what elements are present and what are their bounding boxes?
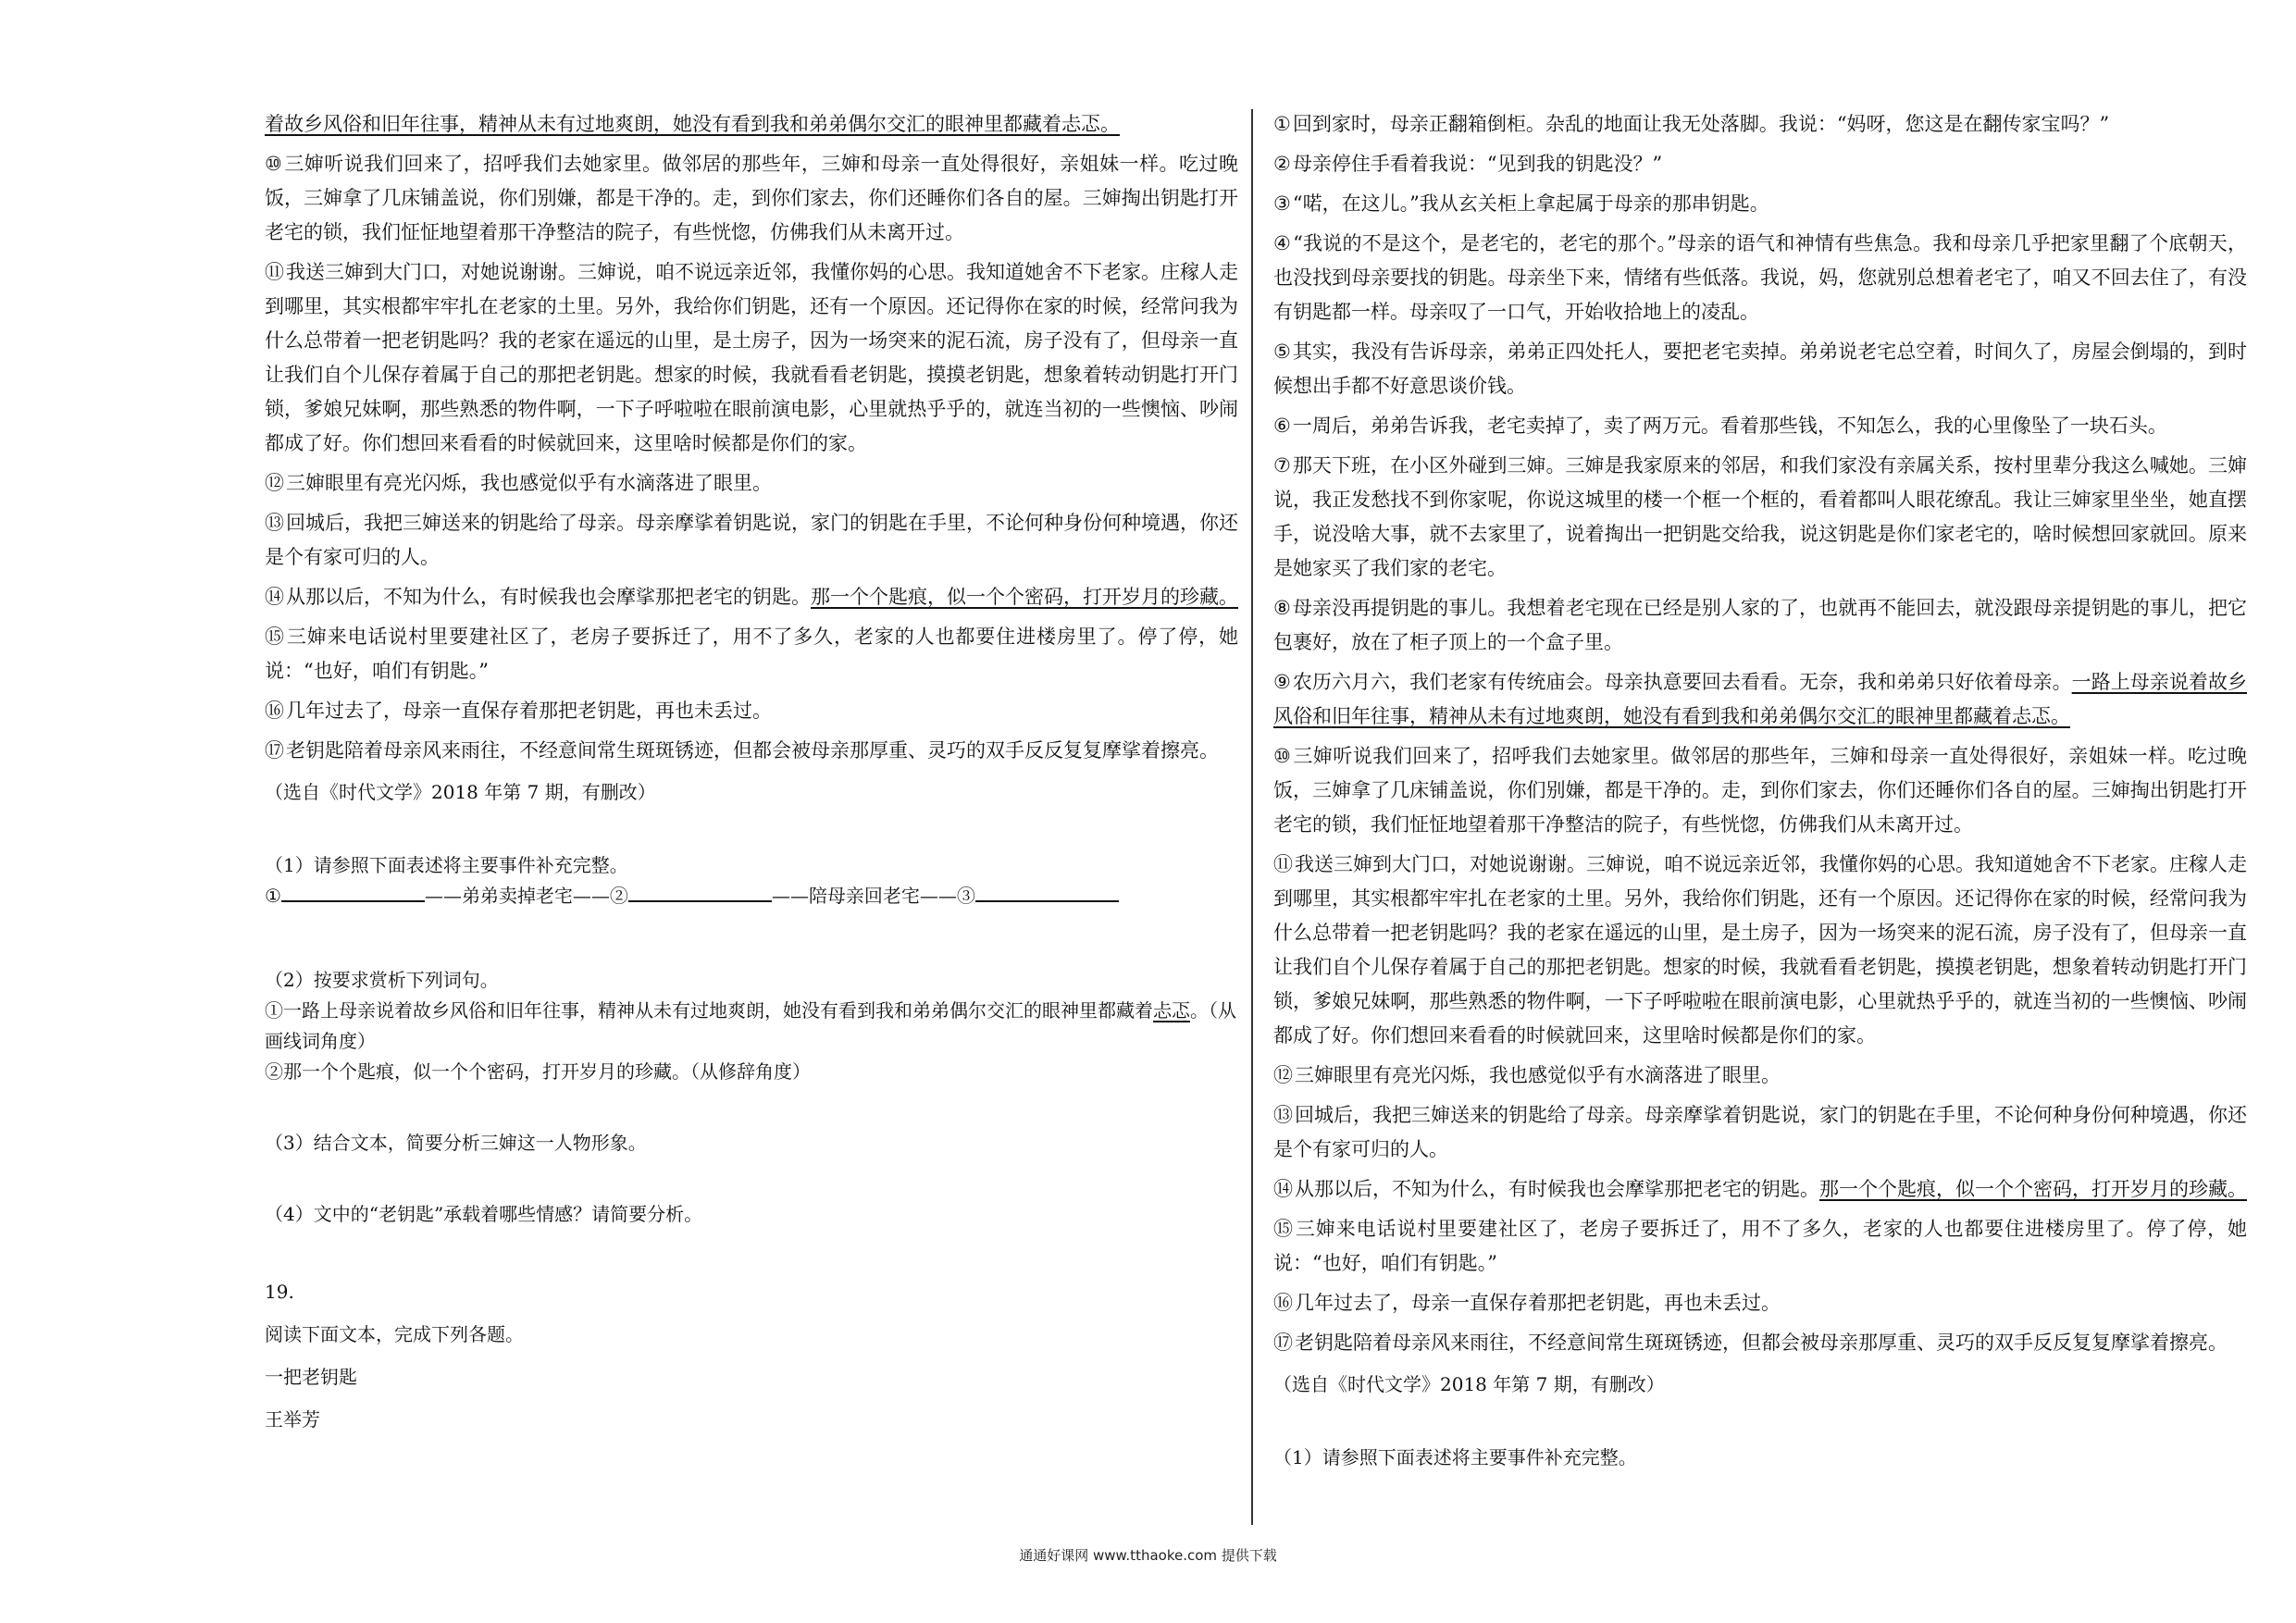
passage-title: 一把老钥匙 — [265, 1366, 357, 1388]
right-para-17 — [1273, 1326, 2247, 1360]
underlined-sentence: 那一个个匙痕，似一个个密码，打开岁月的珍藏。 — [1819, 1178, 2247, 1200]
para-text: 三婶眼里有亮光闪烁，我也感觉似乎有水滴落进了眼里。 — [1295, 1064, 1781, 1086]
para-number: ⑰ — [1273, 1332, 1293, 1354]
question-2-item-2: ②那一个个匙痕，似一个个密码，打开岁月的珍藏。（从修辞角度） — [265, 1060, 811, 1083]
underlined-word: 忐忑 — [1153, 999, 1190, 1022]
question-1-blanks — [265, 881, 1238, 911]
answer-blank-3[interactable] — [975, 882, 1119, 902]
question-19-instruction: 阅读下面文本，完成下列各题。 — [265, 1323, 524, 1345]
para-number: ⑪ — [1273, 853, 1293, 875]
left-para-13 — [265, 506, 1238, 575]
right-para-1 — [1273, 107, 2247, 142]
para-number: ⑯ — [1273, 1292, 1293, 1314]
para-text: 几年过去了，母亲一直保存着那把老钥匙，再也未丢过。 — [1295, 1292, 1781, 1314]
para-text: 一周后，弟弟告诉我，老宅卖掉了，卖了两万元。看着那些钱，不知怎么，我的心里像坠了一块石头。 — [1292, 415, 2167, 437]
left-para-12 — [265, 466, 1238, 501]
para-text: 回城后，我把三婶送来的钥匙给了母亲。母亲摩挲着钥匙说，家门的钥匙在手里，不论何种身份何种境遇，你还是个有家可归的人。 — [265, 512, 1238, 568]
para-number: ⑯ — [265, 700, 284, 722]
para-text: 三婶来电话说村里要建社区了，老房子要拆迁了，用不了多久，老家的人也都要住进楼房里了。停了停，她说：“也好，咱们有钥匙。” — [1273, 1218, 2248, 1274]
para-number: ⑬ — [1273, 1104, 1293, 1126]
right-para-16 — [1273, 1286, 2247, 1320]
underlined-sentence: 那一个个匙痕，似一个个密码，打开岁月的珍藏。 — [811, 586, 1238, 608]
event-text-1: ——弟弟卖掉老宅——② — [424, 885, 628, 907]
para-number: ⑨ — [1273, 671, 1291, 693]
para-text: 三婶听说我们回来了，招呼我们去她家里。做邻居的那些年，三婶和母亲一直处得很好，亲姐妹一样。吃过晚饭，三婶拿了几床铺盖说，你们别嫌，都是干净的。走，到你们家去，你们还睡你们各自的屋。三婶掏出钥匙打开老宅的锁，我们怔怔地望着那干净整洁的院子，有些恍惚，仿佛我们从未离开过。 — [265, 153, 1238, 243]
blank-label-1: ① — [265, 885, 281, 907]
para-number: ⑥ — [1273, 415, 1291, 437]
para-text: 从那以后，不知为什么，有时候我也会摩挲那把老宅的钥匙。 — [286, 586, 811, 608]
para-text: 回到家时，母亲正翻箱倒柜。杂乱的地面让我无处落脚。我说：“妈呀，您这是在翻传家宝吗？” — [1292, 113, 2110, 135]
para-text: 母亲没再提钥匙的事儿。我想着老宅现在已经是别人家的了，也就再不能回去，就没跟母亲提钥匙的事儿，把它包裹好，放在了柜子顶上的一个盒子里。 — [1273, 597, 2247, 653]
source-citation: （选自《时代文学》2018 年第 7 期，有删改） — [265, 781, 656, 803]
right-para-2 — [1273, 147, 2247, 181]
para-number: ③ — [1273, 192, 1291, 215]
para-text: 三婶来电话说村里要建社区了，老房子要拆迁了，用不了多久，老家的人也都要住进楼房里了。停了停，她说：“也好，咱们有钥匙。” — [265, 626, 1239, 682]
left-para-11 — [265, 255, 1238, 461]
para-number: ⑫ — [1273, 1064, 1293, 1086]
right-para-4 — [1273, 227, 2247, 329]
page-footer: 通通好课网 www.tthaoke.com 提供下载 — [1019, 1547, 1277, 1564]
para-text: “喏，在这儿。”我从玄关柜上拿起属于母亲的那串钥匙。 — [1292, 192, 1769, 215]
para-text: 我送三婶到大门口，对她说谢谢。三婶说，咱不说远亲近邻，我懂你妈的心思。我知道她舍不下老家。庄稼人走到哪里，其实根都牢牢扎在老家的土里。另外，我给你们钥匙，还有一个原因。还记得你在家的时候，经常问我为什么总带着一把老钥匙吗？我的老家在遥远的山里，是土房子，因为一场突来的泥石流，房子没有了，但母亲一直让我们自个儿保存着属于自己的那把老钥匙。想家的时候，我就看看老钥匙，摸摸老钥匙，想象着转动钥匙打开门锁，爹娘兄妹啊，那些熟悉的物件啊，一下子呼啦啦在眼前演电影，心里就热乎乎的，就连当初的一些懊恼、吵闹都成了好。你们想回来看看的时候就回来，这里啥时候都是你们的家。 — [1273, 853, 2247, 1047]
right-para-15 — [1273, 1212, 2247, 1281]
right-para-5 — [1273, 335, 2247, 403]
right-para-10 — [1273, 739, 2247, 842]
right-para-3 — [1273, 187, 2247, 221]
para-number: ⑭ — [1273, 1178, 1293, 1200]
q2-item1-text: ①一路上母亲说着故乡风俗和旧年往事，精神从未有过地爽朗，她没有看到我和弟弟偶尔交汇的眼神里都藏着 — [265, 999, 1153, 1022]
right-para-14 — [1273, 1172, 2247, 1207]
para-text: “我说的不是这个，是老宅的，老宅的那个。”母亲的语气和神情有些焦急。我和母亲几乎把家里翻了个底朝天，也没找到母亲要找的钥匙。母亲坐下来，情绪有些低落。我说，妈，您就别总想着老宅了，咱又不回去住了，有没有钥匙都一样。母亲叹了一口气，开始收拾地上的凌乱。 — [1273, 232, 2248, 323]
para-text: 几年过去了，母亲一直保存着那把老钥匙，再也未丢过。 — [286, 700, 772, 722]
para-number: ⑤ — [1273, 341, 1291, 363]
para-text: 母亲停住手看着我说：“见到我的钥匙没？” — [1292, 153, 1663, 175]
para-number: ⑭ — [265, 586, 284, 608]
right-para-11 — [1273, 848, 2247, 1053]
event-text-2: ——陪母亲回老宅——③ — [771, 885, 975, 907]
para-text: 老钥匙陪着母亲风来雨往，不经意间常生斑斑锈迹，但都会被母亲那厚重、灵巧的双手反反复复摩挲着擦亮。 — [286, 739, 1219, 762]
para-text: 回城后，我把三婶送来的钥匙给了母亲。母亲摩挲着钥匙说，家门的钥匙在手里，不论何种身份何种境遇，你还是个有家可归的人。 — [1273, 1104, 2247, 1160]
para-text: 农历六月六，我们老家有传统庙会。母亲执意要回去看看。无奈，我和弟弟只好依着母亲。 — [1292, 671, 2072, 693]
left-para-14 — [265, 580, 1238, 614]
para-number: ⑪ — [265, 261, 284, 283]
right-para-9 — [1273, 665, 2247, 734]
para-number: ⑬ — [265, 512, 284, 534]
left-para-16 — [265, 694, 1238, 728]
para-text: 我送三婶到大门口，对她说谢谢。三婶说，咱不说远亲近邻，我懂你妈的心思。我知道她舍不下老家。庄稼人走到哪里，其实根都牢牢扎在老家的土里。另外，我给你们钥匙，还有一个原因。还记得你在家的时候，经常问我为什么总带着一把老钥匙吗？我的老家在遥远的山里，是土房子，因为一场突来的泥石流，房子没有了，但母亲一直让我们自个儿保存着属于自己的那把老钥匙。想家的时候，我就看看老钥匙，摸摸老钥匙，想象着转动钥匙打开门锁，爹娘兄妹啊，那些熟悉的物件啊，一下子呼啦啦在眼前演电影，心里就热乎乎的，就连当初的一些懊恼、吵闹都成了好。你们想回来看看的时候就回来，这里啥时候都是你们的家。 — [265, 261, 1238, 454]
para-number: ⑰ — [265, 739, 284, 762]
para-number: ⑦ — [1273, 454, 1291, 477]
para-text: 那天下班，在小区外碰到三婶。三婶是我家原来的邻居，和我们家没有亲属关系，按村里辈分我这么喊她。三婶说，我正发愁找不到你家呢，你说这城里的楼一个框一个框的，看着都叫人眼花缭乱。我让三婶家里坐坐，她直摆手，说没啥大事，就不去家里了，说着掏出一把钥匙交给我，说这钥匙是你们家老宅的，啥时候想回家就回。原来是她家买了我们家的老宅。 — [1273, 454, 2247, 579]
para-text: 其实，我没有告诉母亲，弟弟正四处托人，要把老宅卖掉。弟弟说老宅总空着，时间久了，房屋会倒塌的，到时候想出手都不好意思谈价钱。 — [1273, 341, 2247, 397]
para-text: 三婶眼里有亮光闪烁，我也感觉似乎有水滴落进了眼里。 — [286, 472, 772, 494]
q2-item1-hint: 。（从画线词角度） — [265, 999, 1236, 1052]
left-top-line: 着故乡风俗和旧年往事，精神从未有过地爽朗，她没有看到我和弟弟偶尔交汇的眼神里都藏着忐忑。 — [265, 113, 1120, 135]
right-para-7 — [1273, 449, 2247, 586]
para-number: ⑮ — [1273, 1218, 1294, 1240]
right-para-6 — [1273, 409, 2247, 443]
para-number: ⑧ — [1273, 597, 1291, 619]
question-1-title: （1）请参照下面表述将主要事件补充完整。 — [265, 854, 628, 876]
passage-author: 王举芳 — [265, 1408, 320, 1431]
left-para-15 — [265, 620, 1238, 688]
para-text: 老钥匙陪着母亲风来雨往，不经意间常生斑斑锈迹，但都会被母亲那厚重、灵巧的双手反反复复摩挲着擦亮。 — [1295, 1332, 2228, 1354]
para-number: ② — [1273, 153, 1291, 175]
para-number: ⑩ — [1273, 745, 1292, 767]
right-para-13 — [1273, 1098, 2247, 1167]
para-text: 从那以后，不知为什么，有时候我也会摩挲那把老宅的钥匙。 — [1295, 1178, 1819, 1200]
left-para-10 — [265, 147, 1238, 250]
source-citation: （选自《时代文学》2018 年第 7 期，有删改） — [1273, 1373, 1665, 1395]
question-2-item-1 — [265, 996, 1238, 1057]
para-number: ⑮ — [265, 626, 285, 648]
answer-blank-1[interactable] — [281, 882, 425, 902]
column-divider — [1251, 109, 1253, 1525]
question-2-title: （2）按要求赏析下列词句。 — [265, 969, 499, 991]
right-para-12 — [1273, 1059, 2247, 1093]
question-19-number: 19. — [265, 1281, 294, 1303]
right-column — [1273, 107, 2247, 1473]
underlined-sentence: 一路上母亲说着故乡风俗和旧年往事，精神从未有过地爽朗，她没有看到我和弟弟偶尔交汇的眼神里都藏着忐忑。 — [1273, 671, 2248, 727]
question-4: （4）文中的“老钥匙”承载着哪些情感？请简要分析。 — [265, 1203, 703, 1225]
answer-blank-2[interactable] — [628, 882, 772, 902]
para-number: ① — [1273, 113, 1291, 135]
left-para-17 — [265, 734, 1238, 768]
question-3: （3）结合文本，简要分析三婶这一人物形象。 — [265, 1132, 647, 1154]
para-number: ⑩ — [265, 153, 283, 175]
para-number: ⑫ — [265, 472, 284, 494]
right-para-8 — [1273, 591, 2247, 660]
left-column — [265, 107, 1238, 1441]
para-number: ④ — [1273, 232, 1292, 254]
para-text: 三婶听说我们回来了，招呼我们去她家里。做邻居的那些年，三婶和母亲一直处得很好，亲姐妹一样。吃过晚饭，三婶拿了几床铺盖说，你们别嫌，都是干净的。走，到你们家去，你们还睡你们各自的屋。三婶掏出钥匙打开老宅的锁，我们怔怔地望着那干净整洁的院子，有些恍惚，仿佛我们从未离开过。 — [1273, 745, 2247, 836]
question-1-title: （1）请参照下面表述将主要事件补充完整。 — [1273, 1446, 1637, 1468]
